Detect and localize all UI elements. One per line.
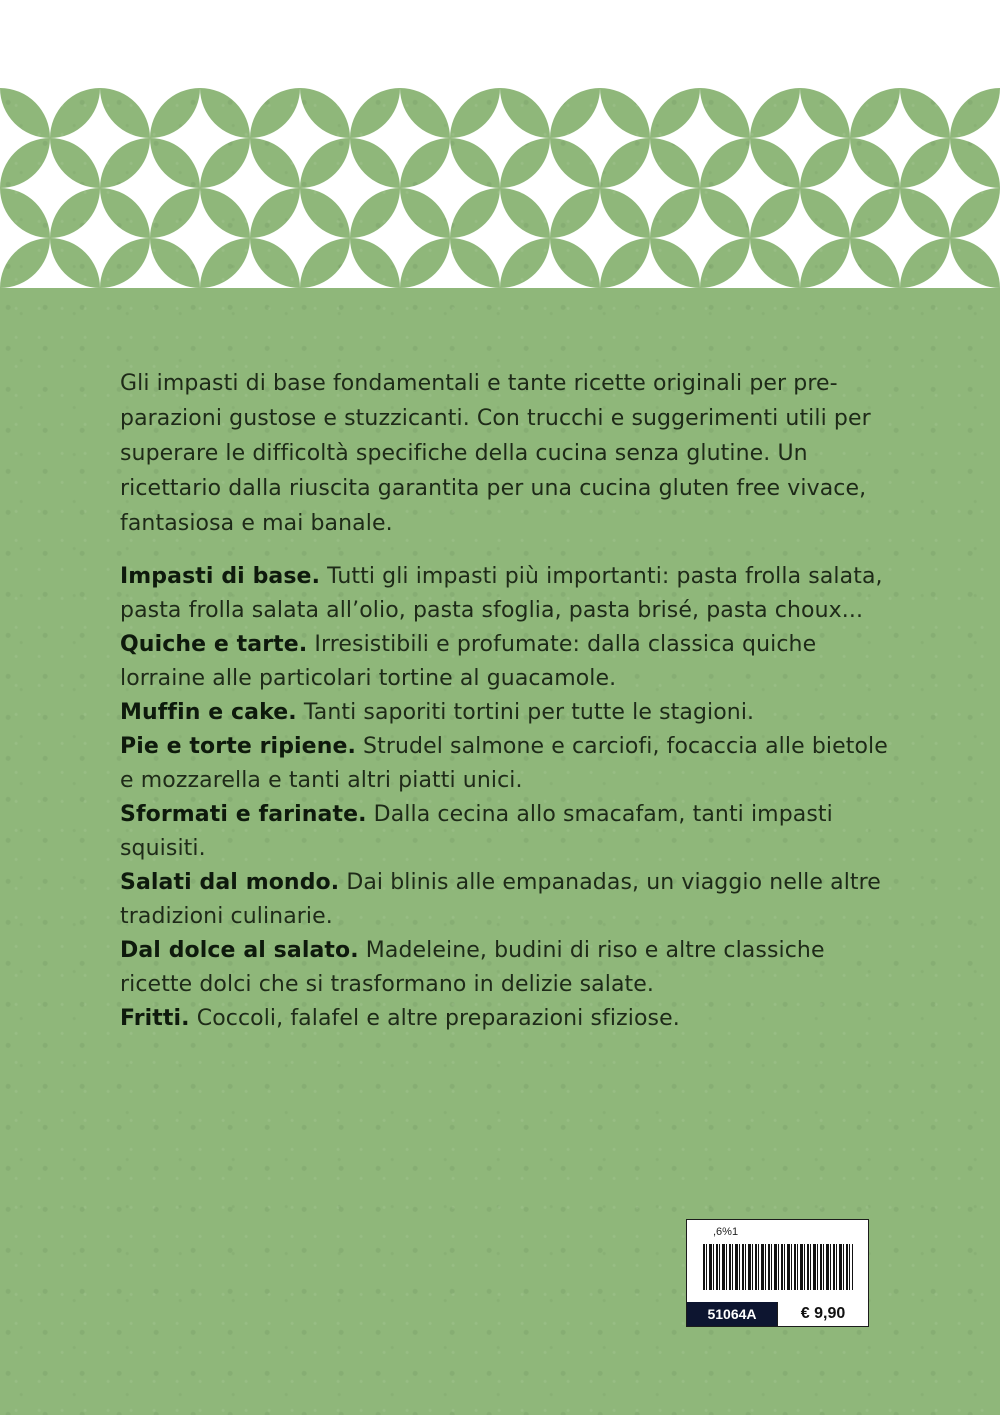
section-title: Impasti di base.	[120, 564, 321, 589]
barcode-label	[686, 1219, 869, 1327]
section-text: Tutti gli impasti più importanti: pasta frolla salata, pasta frolla salata all’olio, pasta sfoglia, pasta brisé, pasta choux...	[120, 564, 883, 623]
section-text: Strudel salmone e carciofi, focaccia alle bietole e mozzarella e tanti altri piatti unici.	[120, 734, 888, 793]
section-text: Irresistibili e profumate: dalla classica quiche lorraine alle particolari tortine al guacamole.	[120, 632, 817, 691]
section-item	[120, 866, 900, 934]
barcode-codes	[687, 1302, 868, 1326]
section-item	[120, 696, 900, 730]
intro-paragraph: Gli impasti di base fondamentali e tante ricette originali per pre-parazioni gustose e stuzzicanti. Con trucchi e suggerimenti utili per superare le difficoltà specifiche della cucina senza glutine. Un ricettario dalla riuscita garantita per una cucina gluten free vivace, fantasiosa e mai banale.	[120, 371, 871, 536]
barcode-top-text: ,6%1	[713, 1226, 739, 1238]
barcode-digits	[703, 1290, 853, 1300]
section-item	[120, 1002, 900, 1036]
section-item	[120, 798, 900, 866]
section-item	[120, 560, 900, 628]
section-title: Quiche e tarte.	[120, 632, 308, 657]
section-title: Pie e torte ripiene.	[120, 734, 356, 759]
geometric-pattern	[0, 88, 1000, 288]
section-text: Tanti saporiti tortini per tutte le stagioni.	[303, 700, 755, 725]
section-text: Dalla cecina allo smacafam, tanti impasti squisiti.	[120, 802, 833, 861]
section-title: Fritti.	[120, 1006, 190, 1031]
section-title: Salati dal mondo.	[120, 870, 340, 895]
section-text: Dai blinis alle empanadas, un viaggio nelle altre tradizioni culinarie.	[120, 870, 881, 929]
section-list	[120, 560, 900, 1036]
section-text: Madeleine, budini di riso e altre classiche ricette dolci che si trasformano in delizie salate.	[120, 938, 825, 997]
section-title: Muffin e cake.	[120, 700, 297, 725]
section-item	[120, 628, 900, 696]
section-text: Coccoli, falafel e altre preparazioni sfiziose.	[196, 1006, 680, 1031]
section-title: Sformati e farinate.	[120, 802, 367, 827]
product-code: 51064A	[687, 1302, 777, 1326]
section-title: Dal dolce al salato.	[120, 938, 359, 963]
barcode-bars	[703, 1244, 853, 1292]
section-item	[120, 730, 900, 798]
section-item	[120, 934, 900, 1002]
price-label: € 9,90	[777, 1302, 868, 1326]
